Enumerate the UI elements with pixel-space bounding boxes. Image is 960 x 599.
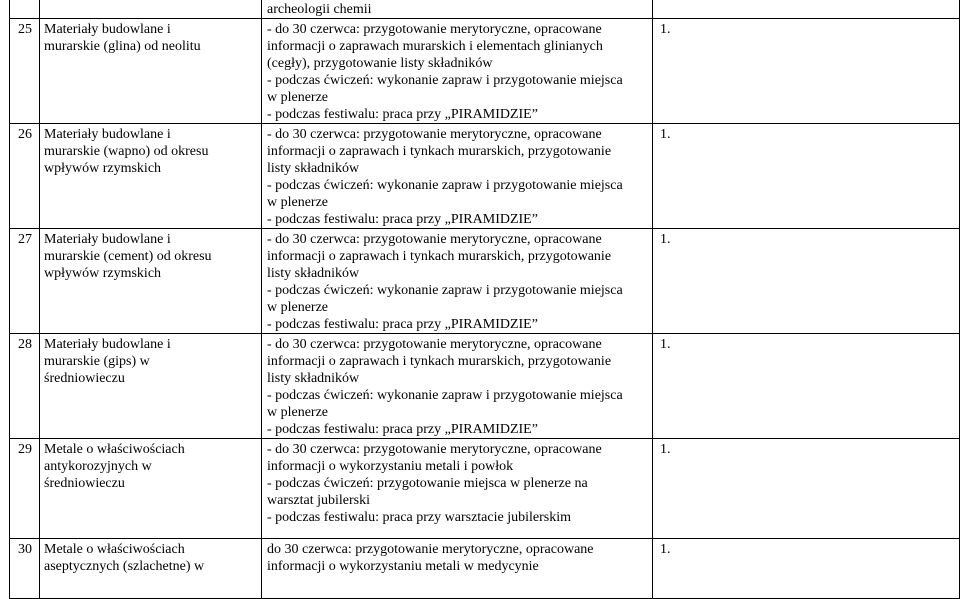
cell-number: 30 [10, 539, 40, 599]
cell-hours: 1. [653, 439, 960, 539]
description-line: - do 30 czerwca: przygotowanie merytoryczne, opracowane [267, 232, 602, 247]
description-line: do 30 czerwca: przygotowanie merytoryczne, opracowane [267, 542, 594, 557]
cell-description [262, 439, 653, 539]
description-line: - podczas ćwiczeń: przygotowanie miejsca w plenerze na [267, 476, 588, 491]
cell-number: 26 [10, 124, 40, 229]
table-row [10, 19, 960, 124]
description-line: listy składników [267, 266, 360, 281]
description-line: - podczas festiwalu: praca przy warsztacie jubilerskim [267, 510, 571, 525]
title-line: średniowieczu [44, 371, 125, 386]
cell-description [262, 334, 653, 439]
cell-hours [653, 0, 960, 19]
cell-hours: 1. [653, 229, 960, 334]
cell-number: 27 [10, 229, 40, 334]
table-row-previous [10, 0, 960, 19]
cell-description [262, 0, 653, 19]
cell-hours: 1. [653, 19, 960, 124]
description-line: archeologii chemii [267, 2, 372, 17]
cell-number [10, 0, 40, 19]
description-line: - podczas festiwalu: praca przy „PIRAMIDZIE” [267, 317, 538, 332]
description-line: - do 30 czerwca: przygotowanie merytoryczne, opracowane [267, 127, 602, 142]
description-line: informacji o zaprawach i tynkach murarskich, przygotowanie [267, 354, 612, 369]
description-line: - podczas ćwiczeń: wykonanie zapraw i przygotowanie miejsca [267, 388, 623, 403]
title-line: murarskie (gips) w [44, 354, 150, 369]
document-table [9, 0, 960, 599]
description-line: informacji o wykorzystaniu metali w medycynie [267, 559, 539, 574]
cell-title [40, 0, 262, 19]
description-line: - do 30 czerwca: przygotowanie merytoryczne, opracowane [267, 22, 602, 37]
cell-hours: 1. [653, 124, 960, 229]
table-body [10, 0, 960, 599]
title-line: murarskie (glina) od neolitu [44, 39, 201, 54]
title-line: średniowieczu [44, 476, 125, 491]
cell-description [262, 229, 653, 334]
description-line: informacji o zaprawach i tynkach murarskich, przygotowanie [267, 249, 612, 264]
description-line: - podczas festiwalu: praca przy „PIRAMIDZIE” [267, 422, 538, 437]
title-line: Metale o właściwościach [44, 442, 185, 457]
description-line: w plenerze [267, 405, 329, 420]
cell-title [40, 229, 262, 334]
cell-title [40, 334, 262, 439]
description-line: (cegły), przygotowanie listy składników [267, 56, 493, 71]
description-line: informacji o zaprawach i tynkach murarskich, przygotowanie [267, 144, 612, 159]
table-row [10, 539, 960, 599]
description-line: listy składników [267, 161, 360, 176]
description-line: - podczas ćwiczeń: wykonanie zapraw i przygotowanie miejsca [267, 73, 623, 88]
title-line: murarskie (wapno) od okresu [44, 144, 209, 159]
title-line: Materiały budowlane i [44, 127, 171, 142]
description-line: informacji o wykorzystaniu metali i powłok [267, 459, 514, 474]
description-line: w plenerze [267, 195, 329, 210]
description-line: w plenerze [267, 300, 329, 315]
table-row [10, 439, 960, 539]
table-row [10, 124, 960, 229]
table-row [10, 334, 960, 439]
cell-number: 25 [10, 19, 40, 124]
title-line: Metale o właściwościach [44, 542, 185, 557]
description-line: - podczas festiwalu: praca przy „PIRAMIDZIE” [267, 212, 538, 227]
cell-description [262, 539, 653, 599]
title-line: Materiały budowlane i [44, 232, 171, 247]
table-row [10, 229, 960, 334]
title-line: wpływów rzymskich [44, 266, 162, 281]
title-line: Materiały budowlane i [44, 22, 171, 37]
description-line: listy składników [267, 371, 360, 386]
cell-description [262, 19, 653, 124]
cell-number: 28 [10, 334, 40, 439]
title-line: aseptycznych (szlachetne) w [44, 559, 205, 574]
description-line: informacji o zaprawach murarskich i elementach glinianych [267, 39, 603, 54]
cell-description [262, 124, 653, 229]
cell-title [40, 539, 262, 599]
description-line: - do 30 czerwca: przygotowanie merytoryczne, opracowane [267, 337, 602, 352]
description-line: - podczas ćwiczeń: wykonanie zapraw i przygotowanie miejsca [267, 283, 623, 298]
title-line: wpływów rzymskich [44, 161, 162, 176]
title-line: murarskie (cement) od okresu [44, 249, 212, 264]
cell-hours: 1. [653, 334, 960, 439]
cell-hours: 1. [653, 539, 960, 599]
description-line: - podczas ćwiczeń: wykonanie zapraw i przygotowanie miejsca [267, 178, 623, 193]
description-line: w plenerze [267, 90, 329, 105]
cell-number: 29 [10, 439, 40, 539]
cell-title [40, 19, 262, 124]
title-line: antykorozyjnych w [44, 459, 152, 474]
description-line: warsztat jubilerski [267, 493, 371, 508]
title-line: Materiały budowlane i [44, 337, 171, 352]
cell-title [40, 439, 262, 539]
description-line: - podczas festiwalu: praca przy „PIRAMIDZIE” [267, 107, 538, 122]
cell-title [40, 124, 262, 229]
description-line: - do 30 czerwca: przygotowanie merytoryczne, opracowane [267, 442, 602, 457]
